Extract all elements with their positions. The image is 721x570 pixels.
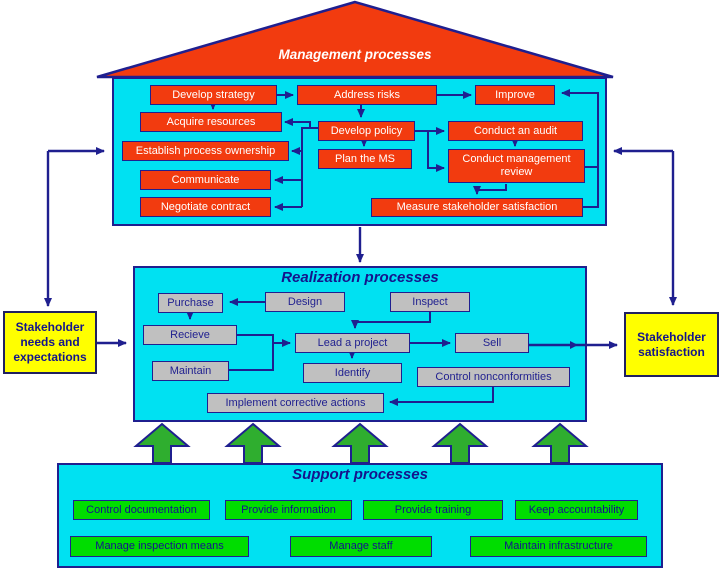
inspect-box: Inspect: [390, 292, 470, 312]
lead-project-box: Lead a project: [295, 333, 410, 353]
identify-box: Identify: [303, 363, 402, 383]
support-title: Support processes: [292, 466, 428, 483]
establish-ownership-box: Establish process ownership: [122, 141, 289, 161]
support-up-arrow: [136, 424, 188, 463]
connector: [428, 131, 444, 168]
support-up-arrow: [334, 424, 386, 463]
support-up-arrow: [534, 424, 586, 463]
control-documentation-box: Control documentation: [73, 500, 210, 520]
negotiate-contract-box: Negotiate contract: [140, 197, 271, 217]
manage-inspection-box: Manage inspection means: [70, 536, 249, 557]
connector: [302, 128, 310, 207]
stakeholder-satisfaction-box: Stakeholder satisfaction: [624, 312, 719, 377]
stakeholder-needs-box: Stakeholder needs and expectations: [3, 311, 97, 374]
support-up-arrow: [434, 424, 486, 463]
maintain-box: Maintain: [152, 361, 229, 381]
address-risks-box: Address risks: [297, 85, 437, 105]
connector: [229, 343, 273, 370]
acquire-resources-box: Acquire resources: [140, 112, 282, 132]
plan-ms-box: Plan the MS: [318, 149, 412, 169]
improve-box: Improve: [475, 85, 555, 105]
management-title: Management processes: [278, 47, 432, 62]
maintain-infrastructure-box: Maintain infrastructure: [470, 536, 647, 557]
connector: [237, 335, 273, 343]
purchase-box: Purchase: [158, 293, 223, 313]
provide-training-box: Provide training: [363, 500, 503, 520]
connector: [477, 184, 506, 194]
sell-box: Sell: [455, 333, 529, 353]
realization-title: Realization processes: [281, 269, 439, 286]
communicate-box: Communicate: [140, 170, 271, 190]
design-box: Design: [265, 292, 345, 312]
keep-accountability-box: Keep accountability: [515, 500, 638, 520]
implement-corrective-box: Implement corrective actions: [207, 393, 384, 413]
measure-satisfaction-box: Measure stakeholder satisfaction: [371, 198, 583, 217]
provide-information-box: Provide information: [225, 500, 352, 520]
recieve-box: Recieve: [143, 325, 237, 345]
connector: [390, 387, 493, 402]
support-up-arrows: [136, 424, 586, 463]
develop-policy-box: Develop policy: [318, 121, 415, 141]
support-up-arrow: [227, 424, 279, 463]
conduct-review-box: Conduct management review: [448, 149, 585, 183]
conduct-audit-box: Conduct an audit: [448, 121, 583, 141]
control-nonconformities-box: Control nonconformities: [417, 367, 570, 387]
connector: [570, 341, 578, 349]
connector: [355, 312, 430, 328]
management-roof: [97, 2, 613, 77]
manage-staff-box: Manage staff: [290, 536, 432, 557]
develop-strategy-box: Develop strategy: [150, 85, 277, 105]
